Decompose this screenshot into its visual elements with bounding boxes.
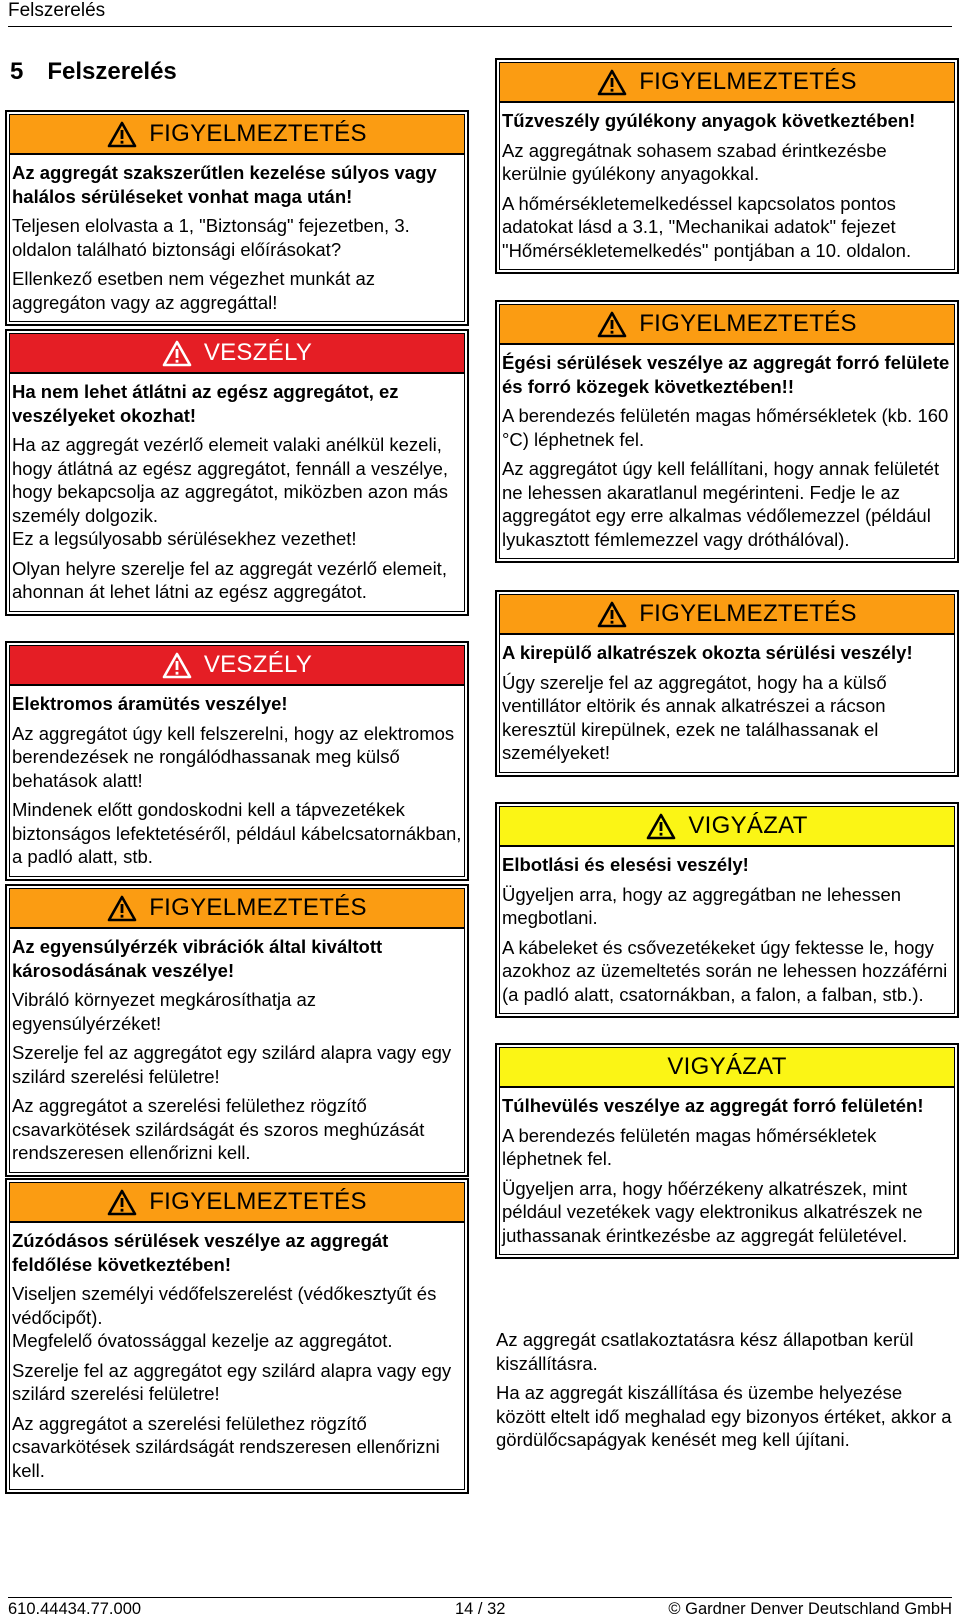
warning-triangle-icon	[646, 813, 676, 840]
caution-header	[500, 1048, 954, 1088]
warning-triangle-icon	[107, 1189, 137, 1216]
warning-headline: A kirepülő alkatrészek okozta sérülési veszély!	[502, 642, 913, 663]
warning-text: A berendezés felületén magas hőmérsékletek (kb. 160 °C) léphetnek fel.	[502, 405, 949, 450]
danger-headline: Ha nem lehet átlátni az egész aggregátot, ez veszélyeket okozhat!	[12, 381, 399, 426]
warning-level: FIGYELMEZTETÉS	[149, 894, 367, 921]
warning-text: A hőmérsékletemelkedéssel kapcsolatos pontos adatokat lásd a 3.1, "Mechanikai adatok" fejezet "Hőmérsékletemelkedés" pontjában a 10. oldalon.	[502, 192, 912, 261]
warning-header	[500, 63, 954, 103]
danger-text: Ha az aggregát vezérlő elemeit valaki anélkül kezeli, hogy átlátná az egész aggregátot, fennáll a veszélye, hogy bekapcsolja az aggregátot, miközben azon más személy dolgozik. Ez a legsúlyosabb sérülésekhez vezethet!	[12, 434, 449, 549]
danger-level: VESZÉLY	[203, 339, 313, 366]
warning-header	[500, 305, 954, 345]
danger-text: Mindenek előtt gondoskodni kell a tápvezetékek biztonságos lefektetéséről, például kábelcsatornákban, a padló alatt, stb.	[12, 799, 462, 867]
danger-header	[10, 334, 464, 374]
caution-box	[495, 802, 959, 1018]
caution-headline: Túlhevülés veszélye az aggregát forró felületén!	[502, 1095, 924, 1116]
danger-box	[5, 329, 469, 616]
warning-headline: Égési sérülések veszélye az aggregát forró felülete és forró közegek következtében!!	[502, 352, 950, 397]
danger-text: Az aggregátot úgy kell felszerelni, hogy az elektromos berendezések ne rongálódhassanak meg külső behatások alatt!	[12, 722, 455, 791]
body-paragraph: Ha az aggregát kiszállítása és üzembe helyezése között eltelt idő meghalad egy bizonyos értéket, akkor a gördülőcsapágyak kenését meg kell újítani.	[496, 1382, 952, 1450]
warning-triangle-icon	[597, 69, 627, 96]
danger-text: Olyan helyre szerelje fel az aggregát vezérlő elemeit, ahonnan át lehet látni az egész aggregátot.	[12, 557, 447, 602]
running-header: Felszerelés	[8, 0, 106, 21]
warning-headline: Az egyensúlyérzék vibrációk által kiváltott károsodásának veszélye!	[12, 936, 383, 981]
caution-headline: Elbotlási és elesési veszély!	[502, 854, 749, 875]
warning-header	[500, 595, 954, 635]
warning-box	[5, 1178, 469, 1494]
warning-headline: Az aggregát szakszerűtlen kezelése súlyos vagy halálos sérüléseket vonhat maga után!	[12, 162, 437, 207]
danger-level: VESZÉLY	[203, 651, 313, 678]
warning-triangle-icon	[597, 311, 627, 338]
warning-box	[5, 110, 469, 326]
warning-triangle-icon	[162, 652, 192, 679]
warning-headline: Tűzveszély gyúlékony anyagok következtében!	[502, 110, 916, 131]
warning-text: Az aggregátnak sohasem szabad érintkezésbe kerülnie gyúlékony anyagokkal.	[502, 139, 887, 184]
warning-text: Vibráló környezet megkárosíthatja az egyensúlyérzéket!	[12, 989, 317, 1034]
section-title-text: Felszerelés	[47, 58, 177, 85]
danger-headline: Elektromos áramütés veszélye!	[12, 693, 288, 714]
section-title	[10, 58, 177, 86]
warning-headline: Zúzódásos sérülések veszélye az aggregát feldőlése következtében!	[12, 1230, 389, 1275]
caution-text: A kábeleket és csővezetékeket úgy fektesse le, hogy azokhoz az üzemeltetés során ne lehessen hozzáférni (a padló alatt, csatornákban, a falon, a falban, stb.).	[502, 936, 948, 1005]
body-text	[496, 1328, 956, 1458]
warning-text: Szerelje fel az aggregátot egy szilárd alapra vagy egy szilárd szerelési felületre!	[12, 1042, 452, 1087]
caution-level: VIGYÁZAT	[667, 1053, 787, 1080]
danger-header	[10, 646, 464, 686]
warning-level: FIGYELMEZTETÉS	[639, 600, 857, 627]
warning-box	[5, 884, 469, 1177]
footer-company: © Gardner Denver Deutschland GmbH	[668, 1600, 952, 1618]
header-rule	[8, 26, 952, 27]
body-paragraph: Az aggregát csatlakoztatásra kész állapotban kerül kiszállításra.	[496, 1329, 914, 1374]
footer-page-number: 14 / 32	[455, 1600, 506, 1618]
caution-text: Ügyeljen arra, hogy hőérzékeny alkatrészek, mint például vezetékek vagy elektronikus alkatrészek ne juthassanak érintkezésbe az aggregát felületével.	[502, 1177, 923, 1246]
danger-box	[5, 641, 469, 881]
caution-header	[500, 807, 954, 847]
warning-level: FIGYELMEZTETÉS	[149, 1188, 367, 1215]
warning-box	[495, 58, 959, 274]
warning-level: FIGYELMEZTETÉS	[639, 310, 857, 337]
warning-triangle-icon	[107, 121, 137, 148]
warning-header	[10, 115, 464, 155]
caution-text: A berendezés felületén magas hőmérsékletek léphetnek fel.	[502, 1124, 877, 1169]
warning-text: Ellenkező esetben nem végezhet munkát az aggregáton vagy az aggregáttal!	[12, 268, 376, 313]
warning-box	[495, 300, 959, 563]
section-number: 5	[10, 58, 24, 85]
footer-rule	[8, 1597, 952, 1598]
caution-box	[495, 1043, 959, 1259]
footer-doc-number: 610.44434.77.000	[8, 1600, 142, 1618]
warning-level: FIGYELMEZTETÉS	[149, 120, 367, 147]
warning-text: Teljesen elolvasta a 1, "Biztonság" fejezetben, 3. oldalon található biztonsági előírásokat?	[12, 215, 410, 260]
caution-text: Ügyeljen arra, hogy az aggregátban ne lehessen megbotlani.	[502, 883, 902, 928]
warning-triangle-icon	[597, 601, 627, 628]
warning-text: Az aggregátot a szerelési felülethez rögzítő csavarkötések szilárdságát és szoros meghúzását rendszeresen ellenőrizni kell.	[12, 1095, 425, 1163]
warning-header	[10, 1183, 464, 1223]
warning-text: Viseljen személyi védőfelszerelést (védőkesztyűt és védőcipőt). Megfelelő óvatossággal kezelje az aggregátot.	[12, 1283, 437, 1351]
warning-triangle-icon	[107, 895, 137, 922]
warning-box	[495, 590, 959, 777]
warning-text: Az aggregátot a szerelési felülethez rögzítő csavarkötések szilárdságát rendszeresen ellenőrizni kell.	[12, 1412, 440, 1481]
warning-level: FIGYELMEZTETÉS	[639, 68, 857, 95]
warning-text: Szerelje fel az aggregátot egy szilárd alapra vagy egy szilárd szerelési felületre!	[12, 1359, 452, 1404]
caution-level: VIGYÁZAT	[688, 812, 808, 839]
warning-text: Úgy szerelje fel az aggregátot, hogy ha a külső ventillátor eltörik és annak alkatrészei a rácson keresztül kirepülnek, ezek ne találhassanak el személyeket!	[502, 671, 887, 763]
warning-triangle-icon	[162, 340, 192, 367]
warning-text: Az aggregátot úgy kell felállítani, hogy annak felületét ne lehessen akaratlanul megérinteni. Fedje le az aggregátot egy erre alkalmas védőlemezzel (például lyukasztott fémlemezzel vagy dróthálóval).	[502, 458, 940, 550]
warning-header	[10, 889, 464, 929]
